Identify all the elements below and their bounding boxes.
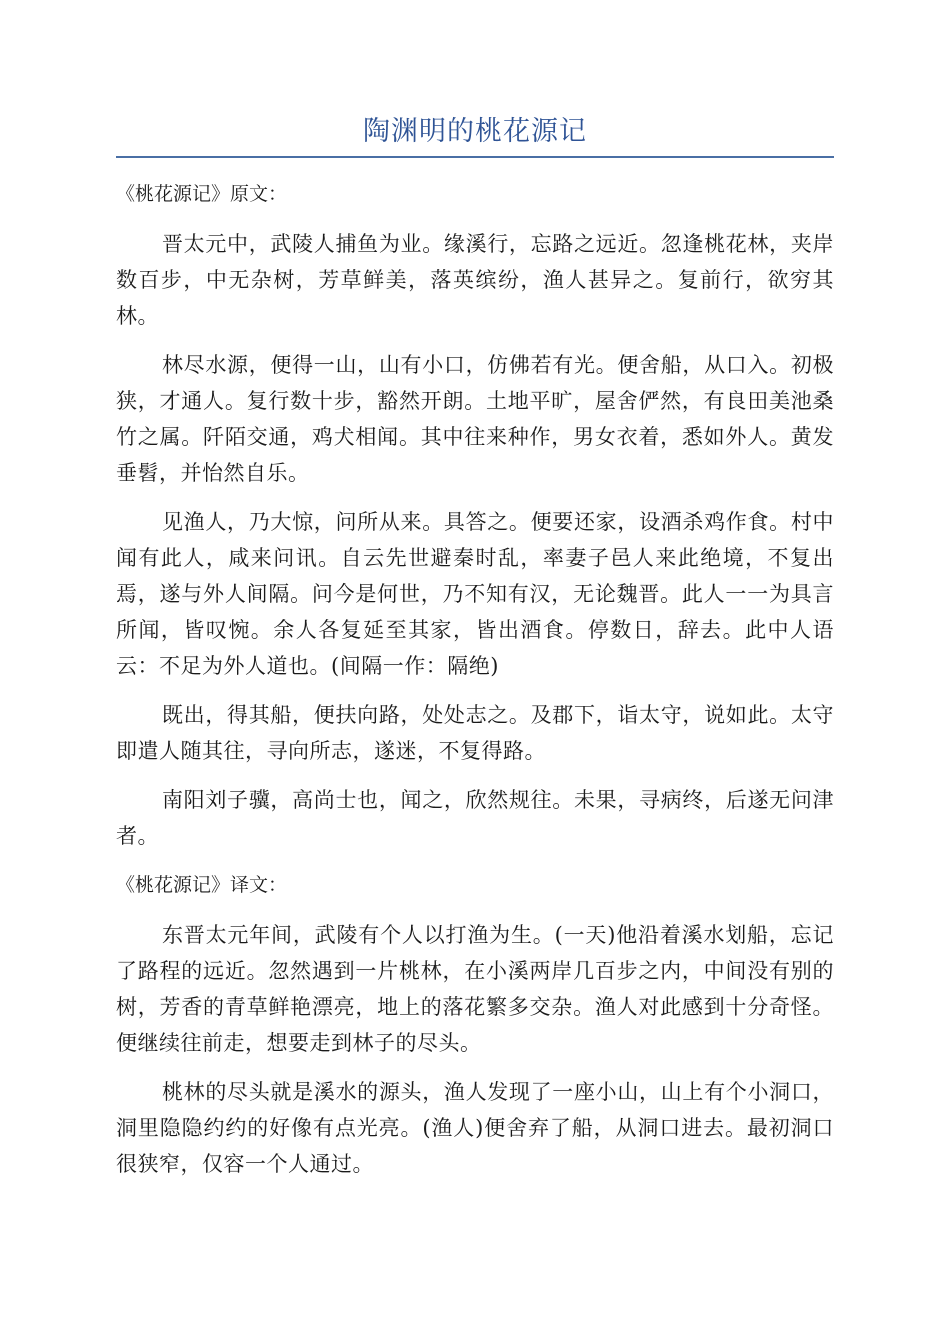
title-bar: [116, 112, 834, 158]
original-paragraph: 见渔人，乃大惊，问所从来。具答之。便要还家，设酒杀鸡作食。村中闻有此人，咸来问讯。自云先世避秦时乱，率妻子邑人来此绝境，不复出焉，遂与外人间隔。问今是何世，乃不知有汉，无论魏晋。此人一一为具言所闻，皆叹惋。余人各复延至其家，皆出酒食。停数日，辞去。此中人语云：不足为外人道也。(间隔一作：隔绝): [116, 510, 834, 678]
original-text-label: 《桃花源记》原文：: [116, 183, 288, 205]
translation-paragraph: 桃林的尽头就是溪水的源头，渔人发现了一座小山，山上有个小洞口，洞里隐隐约约的好像有点光亮。(渔人)便舍弃了船，从洞口进去。最初洞口很狭窄，仅容一个人通过。: [116, 1080, 834, 1176]
original-paragraph: 南阳刘子骥，高尚士也，闻之，欣然规往。未果，寻病终，后遂无问津者。: [116, 788, 834, 848]
original-paragraph: 晋太元中，武陵人捕鱼为业。缘溪行，忘路之远近。忽逢桃花林，夹岸数百步，中无杂树，芳草鲜美，落英缤纷，渔人甚异之。复前行，欲穷其林。: [116, 232, 834, 328]
page-title: 陶渊明的桃花源记: [363, 116, 587, 147]
document-page: [116, 0, 834, 1344]
translation-paragraph: 东晋太元年间，武陵有个人以打渔为生。(一天)他沿着溪水划船，忘记了路程的远近。忽然遇到一片桃林，在小溪两岸几百步之内，中间没有别的树，芳香的青草鲜艳漂亮，地上的落花繁多交杂。渔人对此感到十分奇怪。便继续往前走，想要走到林子的尽头。: [116, 923, 834, 1055]
document-body: [116, 176, 834, 1195]
translation-label: 《桃花源记》译文：: [116, 874, 288, 896]
original-paragraph: 林尽水源，便得一山，山有小口，仿佛若有光。便舍船，从口入。初极狭，才通人。复行数十步，豁然开朗。土地平旷，屋舍俨然，有良田美池桑竹之属。阡陌交通，鸡犬相闻。其中往来种作，男女衣着，悉如外人。黄发垂髫，并怡然自乐。: [116, 353, 834, 485]
original-paragraph: 既出，得其船，便扶向路，处处志之。及郡下，诣太守，说如此。太守即遣人随其往，寻向所志，遂迷，不复得路。: [116, 703, 834, 763]
